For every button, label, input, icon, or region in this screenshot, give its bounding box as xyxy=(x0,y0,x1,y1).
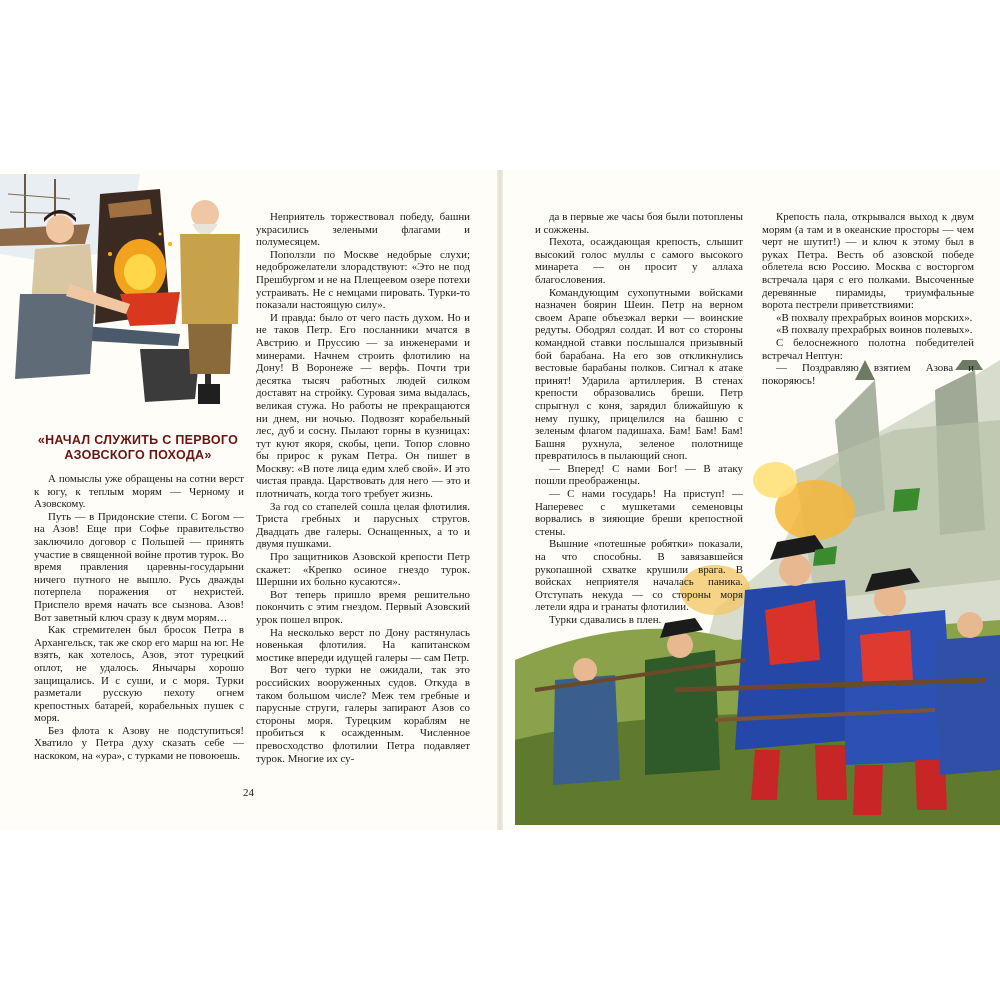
paragraph: Командующим сухопутными войсками назначен боярин Шеин. Петр на верном своем Арапе объезжал верки — воинские редуты. Ободрял солдат. И вот со стороны командной ставки послышался призывный бой барабана. На его зов откликнулись вестовые барабаны полков. Сигнал к атаке принят! Ударила артиллерия. В стенах крепости образовались бреши. Петр спрыгнул с коня, зарядил ближайшую к нему пушку, прицелился на башню с зеленым флагом падишаха. Бам! Бам! Бам! Башня рухнула, зеленое полотнище превратилось в пылающий сноп. xyxy=(535,286,743,463)
paragraph: Крепость пала, открывался выход к двум морям (а там и в океанские просторы — чем черт не шутит!) — и ключ к этому был в руках Петра. Весть об азовской победе облетела всю Россию. Москва с восторгом встречала царя с его полками. Высоченные деревянные пирамиды, триумфальные ворота пестрели приветствиями: xyxy=(762,211,974,312)
paragraph: Про защитников Азовской крепости Петр скажет: «Крепко осиное гнездо турок. Шершни их больно кусаются». xyxy=(256,551,470,589)
paragraph: Поползли по Москве недобрые слухи; недоброжелатели злорадствуют: «Это не под Прешбургом и не на Плещеевом озере потехи устраивать. Не с немцами пировать. Турки-то показали настоящую силу». xyxy=(256,248,470,312)
paragraph: Пехота, осаждающая крепость, слышит высокий голос муллы с самого высокого минарета — он просит у аллаха благословения. xyxy=(535,236,743,286)
paragraph: Без флота к Азову не подступиться! Хватило у Петра духу сказать себе — наскоком, на «ура», с турками не повоюешь. xyxy=(34,724,244,763)
paragraph: Путь — в Придонские степи. С Богом — на Азов! Еще при Софье правительство заключило договор с Польшей — принять участие в священной войне против турок. Во время правления царевны-государыни ничего путного не вышло. Русь дважды потерпела поражения от нехристей. Приспело время начать все сызнова. Азов! Вот заветный ключ сразу к двум морям… xyxy=(34,510,244,624)
chapter-heading: «НАЧАЛ СЛУЖИТЬ С ПЕРВОГО АЗОВСКОГО ПОХОДА» xyxy=(37,433,239,462)
paragraph: А помыслы уже обращены на сотни верст к югу, к теплым морям — Черному и Азовскому. xyxy=(34,473,244,511)
paragraph: Неприятель торжествовал победу, башни украсились зелеными флагами и полумесяцем. xyxy=(256,211,470,249)
paragraph: С белоснежного полотна победителей встречал Нептун: xyxy=(762,336,974,362)
text-column-4 xyxy=(762,211,974,387)
book-gutter xyxy=(497,170,503,830)
paragraph: За год со стапелей сошла целая флотилия. Триста гребных и парусных стругов. Двадцать две галеры. Оснащенных, а то и двумя пушками. xyxy=(256,500,470,551)
paragraph: «В похвалу прехрабрых воинов морских». xyxy=(776,311,973,324)
paragraph: Вот теперь пришло время решительно покончить с этим гнездом. Первый Азовский урок пошел впрок. xyxy=(256,588,470,626)
paragraph: Вот чего турки не ожидали, так это российских вооруженных судов. Откуда в таком большом числе? Меж тем гребные и парусные струги, галеры запирают Азов со стороны моря. Турецким кораблям не пробиться к осажденным. Численное превосходство флотилии Петра подавляет турок. Многие их су- xyxy=(256,664,470,765)
page-number: 24 xyxy=(243,787,254,799)
paragraph: Вышние «потешные робятки» показали, на что способны. В завязавшейся рукопашной схватке крушили врага. В войсках неприятеля началась паника. Отступать некуда — со стороны моря летели ядра и гранаты флотилии. xyxy=(535,538,743,614)
paragraph: — С нами государь! На приступ! — Наперевес с мушкетами семеновцы ворвались в зияющие бреши крепостной стены. xyxy=(535,488,743,538)
paragraph: «В похвалу прехрабрых воинов полевых». xyxy=(776,324,973,337)
paragraph: Турки сдавались в плен. xyxy=(549,614,662,626)
text-column-1 xyxy=(34,473,244,763)
forge-illustration xyxy=(0,174,248,424)
text-column-2 xyxy=(256,211,470,765)
paragraph: да в первые же часы боя были потоплены и сожжены. xyxy=(535,211,743,236)
text-column-3 xyxy=(535,211,743,627)
paragraph: Как стремителен был бросок Петра в Архангельск, так же скор его марш на юг. Не взять, как хотелось, Азов, этот турецкий оплот, не удалось. Янычары хорошо защищались. И с суши, и с моря. Турки разметали русскую пехоту огнем крепостных батарей, корабельных пушек с моря. xyxy=(34,624,244,725)
paragraph: — Поздравляю взятием Азова и покоряюсь! xyxy=(762,362,974,387)
paragraph: — Вперед! С нами Бог! — В атаку пошли преображенцы. xyxy=(535,462,743,488)
paragraph: На несколько верст по Дону растянулась новенькая флотилия. На капитанском мостике впереди идущей галеры — сам Петр. xyxy=(256,626,470,664)
paragraph: И правда: было от чего пасть духом. Но и не таков Петр. Его посланники мчатся в Австрию и Пруссию — за инженерами и минерами. Начнем строить флотилию на Дону! В Воронеже — верфь. Почти три десятка тысяч работных людей силком доставят на стройку. Суровая зима выдалась, великая стужа. Но работы не прекращаются ни днем, ни ночью. Подвозят корабельный лес, дуб и сосну. Пылают горны в кузницах: тут куют якоря, скобы, цепи. Топор словно бы прирос к рукам Петра. Он пишет в Москву: «В поте лица едим хлеб свой». И это чистая правда. Царствовать для него — это и плотничать, когда того требует жизнь. xyxy=(256,311,470,501)
